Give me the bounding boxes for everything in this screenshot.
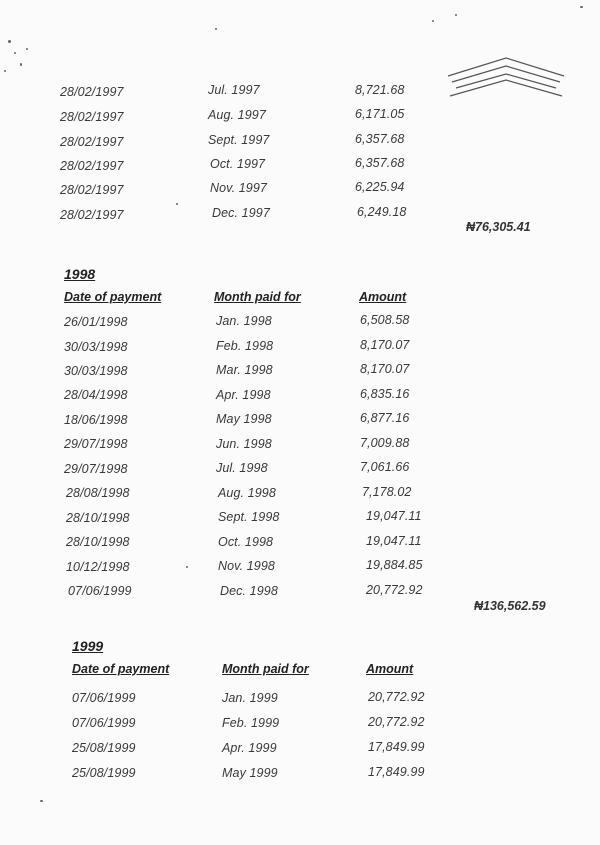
month-paid: Sept. 1997 bbox=[208, 133, 270, 147]
payment-date: 28/02/1997 bbox=[60, 208, 124, 222]
payment-date: 28/02/1997 bbox=[60, 110, 124, 124]
month-paid: Feb. 1999 bbox=[222, 716, 280, 730]
month-paid: Sept. 1998 bbox=[218, 510, 280, 524]
month-paid: Dec. 1997 bbox=[212, 206, 270, 220]
payment-date: 07/06/1999 bbox=[72, 716, 136, 730]
payment-date: 28/08/1998 bbox=[66, 486, 130, 500]
amount: 19,884.85 bbox=[366, 558, 423, 572]
scan-speck bbox=[20, 63, 22, 66]
amount: 20,772.92 bbox=[366, 583, 423, 597]
amount: 6,877.16 bbox=[360, 411, 410, 425]
amount: 17,849.99 bbox=[368, 765, 425, 779]
amount: 17,849.99 bbox=[368, 740, 425, 754]
year-total: ₦136,562.59 bbox=[474, 599, 546, 613]
month-paid: Jan. 1999 bbox=[222, 691, 278, 705]
column-header-date: Date of payment bbox=[72, 662, 170, 676]
amount: 6,249.18 bbox=[357, 205, 407, 219]
payment-date: 25/08/1999 bbox=[72, 741, 136, 755]
year-total: ₦76,305.41 bbox=[466, 220, 531, 234]
month-paid: Jul. 1997 bbox=[208, 83, 260, 97]
amount: 6,508.58 bbox=[360, 313, 410, 327]
month-paid: May 1998 bbox=[216, 412, 272, 426]
payment-date: 28/04/1998 bbox=[64, 388, 128, 402]
payment-date: 10/12/1998 bbox=[66, 560, 130, 574]
payment-date: 29/07/1998 bbox=[64, 437, 128, 451]
amount: 20,772.92 bbox=[368, 690, 425, 704]
month-paid: Jun. 1998 bbox=[216, 437, 272, 451]
month-paid: May 1999 bbox=[222, 766, 278, 780]
payment-date: 25/08/1999 bbox=[72, 766, 136, 780]
month-paid: Nov. 1997 bbox=[210, 181, 267, 195]
scan-speck bbox=[40, 800, 43, 802]
scan-speck bbox=[186, 566, 188, 568]
amount: 20,772.92 bbox=[368, 715, 425, 729]
month-paid: Feb. 1998 bbox=[216, 339, 274, 353]
amount: 8,170.07 bbox=[360, 362, 410, 376]
payment-date: 28/02/1997 bbox=[60, 159, 124, 173]
payment-date: 28/10/1998 bbox=[66, 511, 130, 525]
scan-speck bbox=[432, 20, 434, 22]
payment-date: 29/07/1998 bbox=[64, 462, 128, 476]
month-paid: Dec. 1998 bbox=[220, 584, 278, 598]
amount: 8,170.07 bbox=[360, 338, 410, 352]
month-paid: Mar. 1998 bbox=[216, 363, 273, 377]
scan-speck bbox=[580, 6, 583, 8]
column-header-month: Month paid for bbox=[214, 290, 301, 304]
amount: 6,357.68 bbox=[355, 156, 405, 170]
payment-date: 07/06/1999 bbox=[68, 584, 132, 598]
month-paid: Jan. 1998 bbox=[216, 314, 272, 328]
column-header-amount: Amount bbox=[366, 662, 414, 676]
year-heading: 1998 bbox=[64, 266, 96, 282]
payment-date: 28/02/1997 bbox=[60, 85, 124, 99]
amount: 6,835.16 bbox=[360, 387, 410, 401]
payment-date: 18/06/1998 bbox=[64, 413, 128, 427]
scan-speck bbox=[26, 48, 28, 50]
amount: 6,225.94 bbox=[355, 180, 405, 194]
payment-date: 28/02/1997 bbox=[60, 183, 124, 197]
month-paid: Apr. 1999 bbox=[222, 741, 277, 755]
payment-date: 28/02/1997 bbox=[60, 135, 124, 149]
year-heading: 1999 bbox=[72, 638, 104, 654]
scan-speck bbox=[8, 40, 11, 43]
amount: 19,047.11 bbox=[366, 534, 422, 548]
column-header-amount: Amount bbox=[359, 290, 407, 304]
scan-speck bbox=[14, 52, 16, 54]
amount: 7,061.66 bbox=[360, 460, 410, 474]
payment-date: 28/10/1998 bbox=[66, 535, 130, 549]
payment-date: 30/03/1998 bbox=[64, 340, 128, 354]
amount: 8,721.68 bbox=[355, 83, 405, 97]
column-header-date: Date of payment bbox=[64, 290, 162, 304]
scan-speck bbox=[176, 203, 178, 205]
month-paid: Oct. 1998 bbox=[218, 535, 274, 549]
scan-speck bbox=[215, 28, 217, 30]
month-paid: Aug. 1998 bbox=[218, 486, 276, 500]
month-paid: Jul. 1998 bbox=[216, 461, 268, 475]
amount: 6,357.68 bbox=[355, 132, 405, 146]
month-paid: Oct. 1997 bbox=[210, 157, 266, 171]
payment-date: 30/03/1998 bbox=[64, 364, 128, 378]
amount: 7,178.02 bbox=[362, 485, 412, 499]
payment-date: 26/01/1998 bbox=[64, 315, 128, 329]
column-header-month: Month paid for bbox=[222, 662, 309, 676]
month-paid: Aug. 1997 bbox=[208, 108, 266, 122]
amount: 7,009.88 bbox=[360, 436, 410, 450]
chevron-stack-logo-icon bbox=[444, 56, 566, 98]
payment-date: 07/06/1999 bbox=[72, 691, 136, 705]
amount: 19,047.11 bbox=[366, 509, 422, 523]
amount: 6,171.05 bbox=[355, 107, 405, 121]
month-paid: Nov. 1998 bbox=[218, 559, 275, 573]
scan-speck bbox=[455, 14, 457, 16]
month-paid: Apr. 1998 bbox=[216, 388, 271, 402]
scan-speck bbox=[4, 70, 6, 72]
